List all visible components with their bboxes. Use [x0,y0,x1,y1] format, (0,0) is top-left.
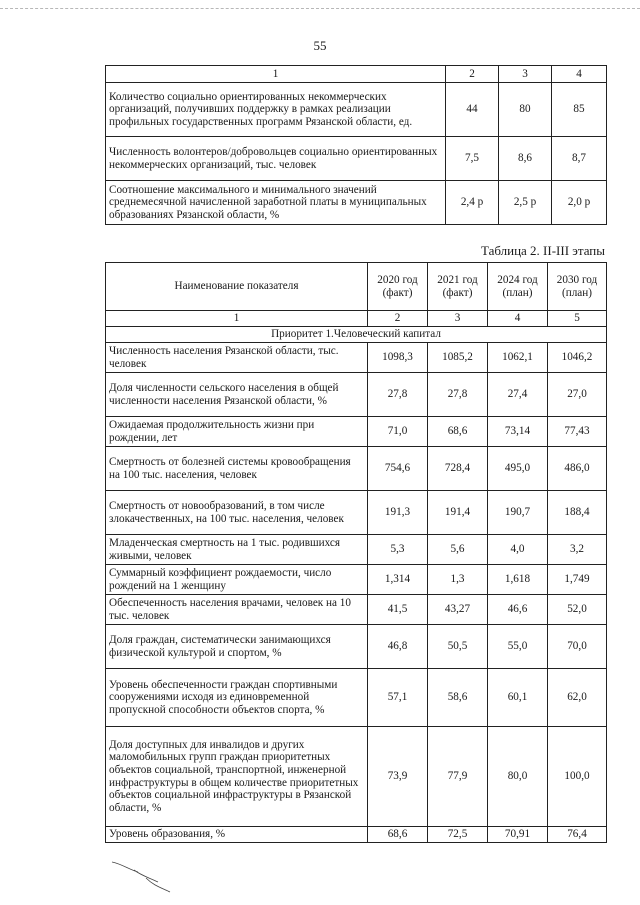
indicator-value: 4,0 [488,535,548,565]
table-row [106,373,607,417]
indicator-value: 190,7 [488,491,548,535]
indicator-value: 60,1 [488,669,548,727]
column-number: 1 [106,311,368,327]
indicator-value: 71,0 [368,417,428,447]
table-row [106,669,607,727]
indicator-name: Доля доступных для инвалидов и других маломобильных групп граждан приоритетных объектов социальной, транспортной, инженерной инфраструктуры в общем количестве приоритетных объектов социальной инфраструктуры в Рязанской области, % [106,727,368,827]
indicator-value: 57,1 [368,669,428,727]
indicator-value: 73,14 [488,417,548,447]
indicator-value: 100,0 [548,727,607,827]
indicator-value: 50,5 [428,625,488,669]
page-number: 55 [313,38,327,53]
indicator-value: 188,4 [548,491,607,535]
indicator-value: 1,618 [488,565,548,595]
column-number: 2 [446,66,499,83]
indicator-value: 1062,1 [488,343,548,373]
table-row [106,535,607,565]
indicator-value: 3,2 [548,535,607,565]
indicator-name: Смертность от болезней системы кровообращения на 100 тыс. населения, человек [106,447,368,491]
indicator-value: 76,4 [548,827,607,843]
scan-top-line [0,8,640,9]
indicator-value: 728,4 [428,447,488,491]
table-row [106,565,607,595]
indicator-value: 2,0 р [552,181,607,225]
indicator-name: Уровень образования, % [106,827,368,843]
indicator-name: Доля численности сельского населения в общей численности населения Рязанской области, % [106,373,368,417]
indicator-name: Ожидаемая продолжительность жизни при рождении, лет [106,417,368,447]
indicator-value: 68,6 [368,827,428,843]
indicator-name: Численность волонтеров/добровольцев социально ориентированных некоммерческих организаций, тыс. человек [106,137,446,181]
table-row [106,181,607,225]
priority-row [106,327,607,343]
indicator-value: 58,6 [428,669,488,727]
indicator-value: 8,7 [552,137,607,181]
indicator-value: 46,6 [488,595,548,625]
indicator-value: 44 [446,83,499,137]
table-caption: Таблица 2. II-III этапы [480,243,605,258]
indicator-name: Соотношение максимального и минимального значений среднемесячной начисленной заработной платы в муниципальных образованиях Рязанской области, % [106,181,446,225]
indicator-value: 68,6 [428,417,488,447]
indicator-value: 1,3 [428,565,488,595]
table-header-row [106,66,607,83]
table-row [106,727,607,827]
indicator-value: 77,43 [548,417,607,447]
indicator-value: 27,8 [368,373,428,417]
indicator-value: 43,27 [428,595,488,625]
column-number: 4 [488,311,548,327]
table-row [106,625,607,669]
indicator-name: Младенческая смертность на 1 тыс. родившихся живыми, человек [106,535,368,565]
column-header-year: 2020 год (факт) [368,263,428,311]
table-row [106,417,607,447]
column-number: 1 [106,66,446,83]
indicator-name: Обеспеченность населения врачами, человек на 10 тыс. человек [106,595,368,625]
table-row [106,447,607,491]
indicator-value: 77,9 [428,727,488,827]
column-number: 4 [552,66,607,83]
indicator-name: Количество социально ориентированных некоммерческих организаций, получивших поддержку в рамках реализации профильных государственных программ Рязанской области, ед. [106,83,446,137]
column-header-year: 2024 год (план) [488,263,548,311]
column-numbers-row [106,311,607,327]
column-number: 5 [548,311,607,327]
indicator-value: 1,749 [548,565,607,595]
column-header-year: 2030 год (план) [548,263,607,311]
column-header-name: Наименование показателя [106,263,368,311]
table-row [106,343,607,373]
indicator-value: 73,9 [368,727,428,827]
indicator-value: 5,6 [428,535,488,565]
column-number: 2 [368,311,428,327]
indicator-value: 1098,3 [368,343,428,373]
indicator-value: 80,0 [488,727,548,827]
indicators-table-continued [105,65,607,225]
indicator-value: 2,4 р [446,181,499,225]
indicator-value: 1,314 [368,565,428,595]
indicator-value: 495,0 [488,447,548,491]
table-row [106,595,607,625]
indicator-value: 46,8 [368,625,428,669]
indicator-value: 62,0 [548,669,607,727]
indicator-value: 80 [499,83,552,137]
indicator-value: 52,0 [548,595,607,625]
signature-mark [110,856,180,896]
indicator-value: 1046,2 [548,343,607,373]
indicator-name: Численность населения Рязанской области, тыс. человек [106,343,368,373]
indicator-value: 27,4 [488,373,548,417]
indicator-name: Смертность от новообразований, в том числе злокачественных, на 100 тыс. населения, человек [106,491,368,535]
indicator-value: 55,0 [488,625,548,669]
indicator-name: Уровень обеспеченности граждан спортивными сооружениями исходя из единовременной пропускной способности объектов спорта, % [106,669,368,727]
table-header-row [106,263,607,311]
table-row [106,827,607,843]
indicators-table-2 [105,262,607,843]
column-number: 3 [499,66,552,83]
indicator-value: 1085,2 [428,343,488,373]
table-row [106,491,607,535]
indicator-value: 27,8 [428,373,488,417]
table-row [106,83,607,137]
indicator-value: 8,6 [499,137,552,181]
indicator-name: Доля граждан, систематически занимающихся физической культурой и спортом, % [106,625,368,669]
indicator-value: 72,5 [428,827,488,843]
indicator-value: 2,5 р [499,181,552,225]
indicator-value: 191,4 [428,491,488,535]
indicator-value: 85 [552,83,607,137]
indicator-value: 41,5 [368,595,428,625]
column-number: 3 [428,311,488,327]
indicator-value: 191,3 [368,491,428,535]
indicator-value: 70,0 [548,625,607,669]
indicator-value: 5,3 [368,535,428,565]
indicator-value: 754,6 [368,447,428,491]
priority-heading: Приоритет 1.Человеческий капитал [106,327,607,343]
indicator-value: 7,5 [446,137,499,181]
indicator-name: Суммарный коэффициент рождаемости, число рождений на 1 женщину [106,565,368,595]
indicator-value: 27,0 [548,373,607,417]
indicator-value: 70,91 [488,827,548,843]
column-header-year: 2021 год (факт) [428,263,488,311]
table-row [106,137,607,181]
indicator-value: 486,0 [548,447,607,491]
